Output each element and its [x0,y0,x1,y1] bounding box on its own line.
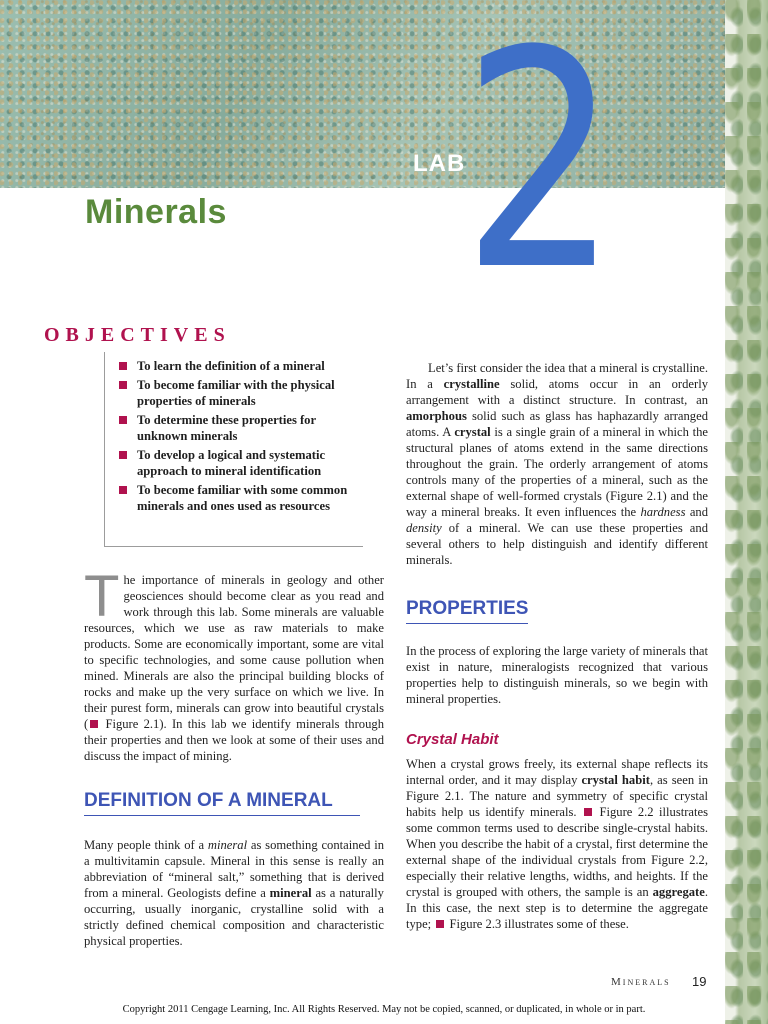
definition-heading-rule [84,815,360,816]
objectives-box [104,352,363,547]
lab-number: 2 [462,0,619,336]
objective-item: To learn the definition of a mineral [119,358,363,374]
crystal-habit-heading: Crystal Habit [406,731,499,748]
bullet-square-icon [119,416,127,424]
bullet-square-icon [119,486,127,494]
bullet-square-icon [119,381,127,389]
drop-cap: T [84,564,120,629]
bullet-square-icon [119,451,127,459]
copyright-notice: Copyright 2011 Cengage Learning, Inc. All Rights Reserved. May not be copied, scanned, or duplicated, in whole or in part. [122,1004,646,1015]
chapter-title: Minerals [85,193,227,231]
objective-item: To determine these properties for unknown minerals [119,412,363,444]
properties-paragraph: In the process of exploring the large variety of minerals that exist in nature, mineralogists recognized that various properties help to distinguish minerals, so we begin with mineral properties. [406,644,708,706]
objectives-heading: OBJECTIVES [44,324,231,346]
objectives-list [105,352,363,514]
lab-label: LAB [413,150,466,177]
objective-item: To become familiar with some common minerals and ones used as resources [119,482,363,514]
intro-paragraph: The importance of minerals in geology and other geosciences should become clear as you read and work through this lab. Some minerals are valuable resources, which we use as raw materials to make products. Some are economically important, some are vital to specific technologies, and some cause pollution when mined. Minerals are also the principal building blocks of rocks and make up the very surface on which we live. In their purest form, minerals can grow into beautiful crystals ( Figure 2.1). In this lab we identify minerals through their properties and then we look at some of their uses and discuss the impact of mining. [84,564,384,763]
figure-marker-icon [584,808,592,816]
definition-paragraph: Many people think of a mineral as something contained in a multivitamin capsule. Mineral in this sense is really an abbreviation of “mineral salt,” something that is derived from a mineral. Geologists define a mineral as a naturally occurring, usually inorganic, crystalline solid with a strictly defined chemical composition and characteristic physical properties. [84,838,384,948]
figure-marker-icon [436,920,444,928]
figure-marker-icon [90,720,98,728]
definition-heading: DEFINITION OF A MINERAL [84,790,333,811]
running-head: Minerals [611,976,671,988]
objective-item: To develop a logical and systematic approach to mineral identification [119,447,363,479]
side-texture-strip [725,0,768,1024]
crystalline-paragraph: Let’s first consider the idea that a mineral is crystalline. In a crystalline solid, atoms occur in an orderly arrangement with a distinct structure. In contrast, an amorphous solid such as glass has haphazardly arranged atoms. A crystal is a single grain of a mineral in which the structural planes of atoms extend in the same directions throughout the grain. The orderly arrangement of atoms controls many of the properties of a mineral, such as the external shape of well-formed crystals (Figure 2.1) and the way a mineral breaks. It even influences the hardness and density of a mineral. We can use these properties and several others to help distinguish and identify different minerals. [406,361,709,567]
crystal-habit-paragraph: When a crystal grows freely, its external shape reflects its internal order, and it may display crystal habit, as seen in Figure 2.1. The nature and symmetry of specific crystal habits help us identify minerals. Figure 2.2 illustrates some common terms used to describe single-crystal habits. When you describe the habit of a crystal, first determine the external shape of the individual crystals from Figure 2.2, especially their relative lengths, widths, and heights. If the crystal is grouped with others, the sample is an aggregate. In this case, the next step is to determine the aggregate type; Figure 2.3 illustrates some of these. [406,757,709,931]
objective-item: To become familiar with the physical properties of minerals [119,377,363,409]
page-number: 19 [692,974,707,989]
properties-heading: PROPERTIES [406,598,529,619]
bullet-square-icon [119,362,127,370]
properties-heading-rule [406,623,528,624]
